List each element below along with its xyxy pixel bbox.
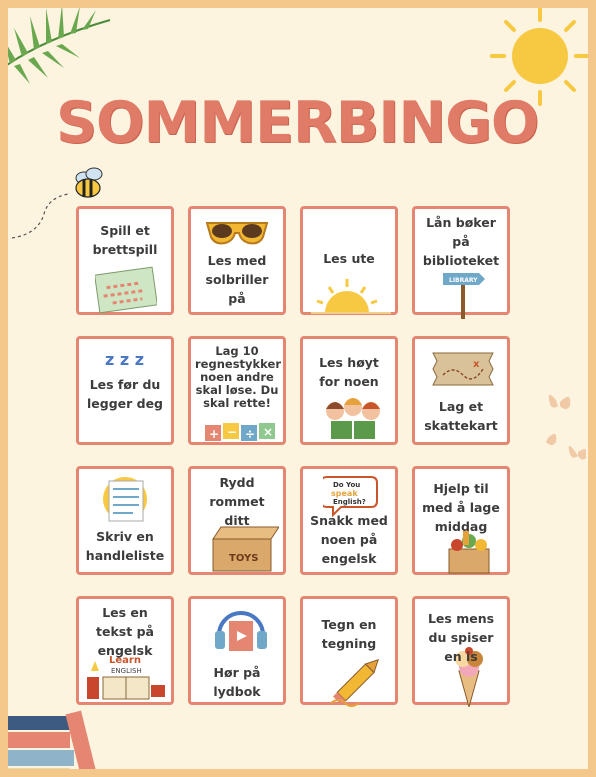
bingo-card [76,466,174,575]
board-game-icon [95,263,157,313]
svg-text:Do You: Do You [333,481,361,489]
page-title: SOMMERBINGO [56,90,539,156]
sunglasses-icon [205,217,271,249]
bingo-card [300,466,398,575]
bingo-card [76,206,174,315]
bingo-card [188,466,286,575]
bingo-card [412,336,510,445]
math-symbols-icon [205,423,277,443]
books-icon [8,708,100,769]
svg-text:−: − [227,425,238,439]
svg-text:speak: speak [331,489,358,498]
svg-text:z z z: z z z [105,350,145,369]
bingo-card-text: Les ute [323,251,375,266]
bingo-card [188,596,286,705]
svg-text:Learn: Learn [109,655,141,666]
library-sign-icon [439,269,489,319]
bingo-card-text: Tegn en tegning [321,617,377,651]
bingo-card [188,336,286,445]
checklist-icon [95,473,155,525]
bingo-card-text: Rydd rommet ditt [209,475,265,528]
bingo-card [412,466,510,575]
svg-text:English?: English? [333,498,366,506]
bingo-card [300,206,398,315]
bingo-card [300,596,398,705]
palm-leaf-icon [8,8,120,100]
kids-reading-icon [317,393,389,441]
bingo-card-text: Lån bøker på biblioteket [422,215,500,268]
svg-text:×: × [263,425,274,439]
sunset-icon [311,265,391,315]
svg-text:x: x [473,359,480,370]
treasure-map-icon [429,349,497,393]
bingo-card-text: Les med solbriller på [205,253,269,306]
bingo-card-text: Skriv en handleliste [85,529,165,563]
bingo-card [76,596,174,705]
bingo-card [412,206,510,315]
svg-text:TOYS: TOYS [229,553,259,564]
bingo-card-text: Hjelp til med å lage middag [422,481,500,534]
bingo-card-text: Lag 10 regnestykker noen andre skal løse. Du skal rette! [195,344,281,410]
poster [8,8,588,769]
bingo-card-text: Lag et skattekart [424,399,498,433]
bingo-card [188,206,286,315]
bingo-card-text: Les høyt for noen [319,355,379,389]
bingo-card-text: Hør på lydbok [213,665,261,699]
bingo-card-text: Les før du legger deg [86,377,164,411]
bingo-card [412,596,510,705]
butterfly-icon [546,388,586,468]
bingo-card-text: Les en tekst på engelsk [96,605,154,658]
bingo-card-text: Spill et brettspill [92,223,158,257]
bingo-card-text: Snakk med noen på engelsk [310,513,388,566]
zzz-icon [105,347,165,371]
bingo-card [300,336,398,445]
crayon-icon [327,651,389,707]
headphones-icon [211,605,271,657]
svg-text:+: + [209,427,220,441]
svg-text:LIBRARY: LIBRARY [449,277,478,284]
svg-text:ENGLISH: ENGLISH [111,667,142,675]
bingo-card [76,336,174,445]
svg-text:÷: ÷ [245,427,256,441]
bingo-card-text: Les mens du spiser en is [427,611,495,664]
